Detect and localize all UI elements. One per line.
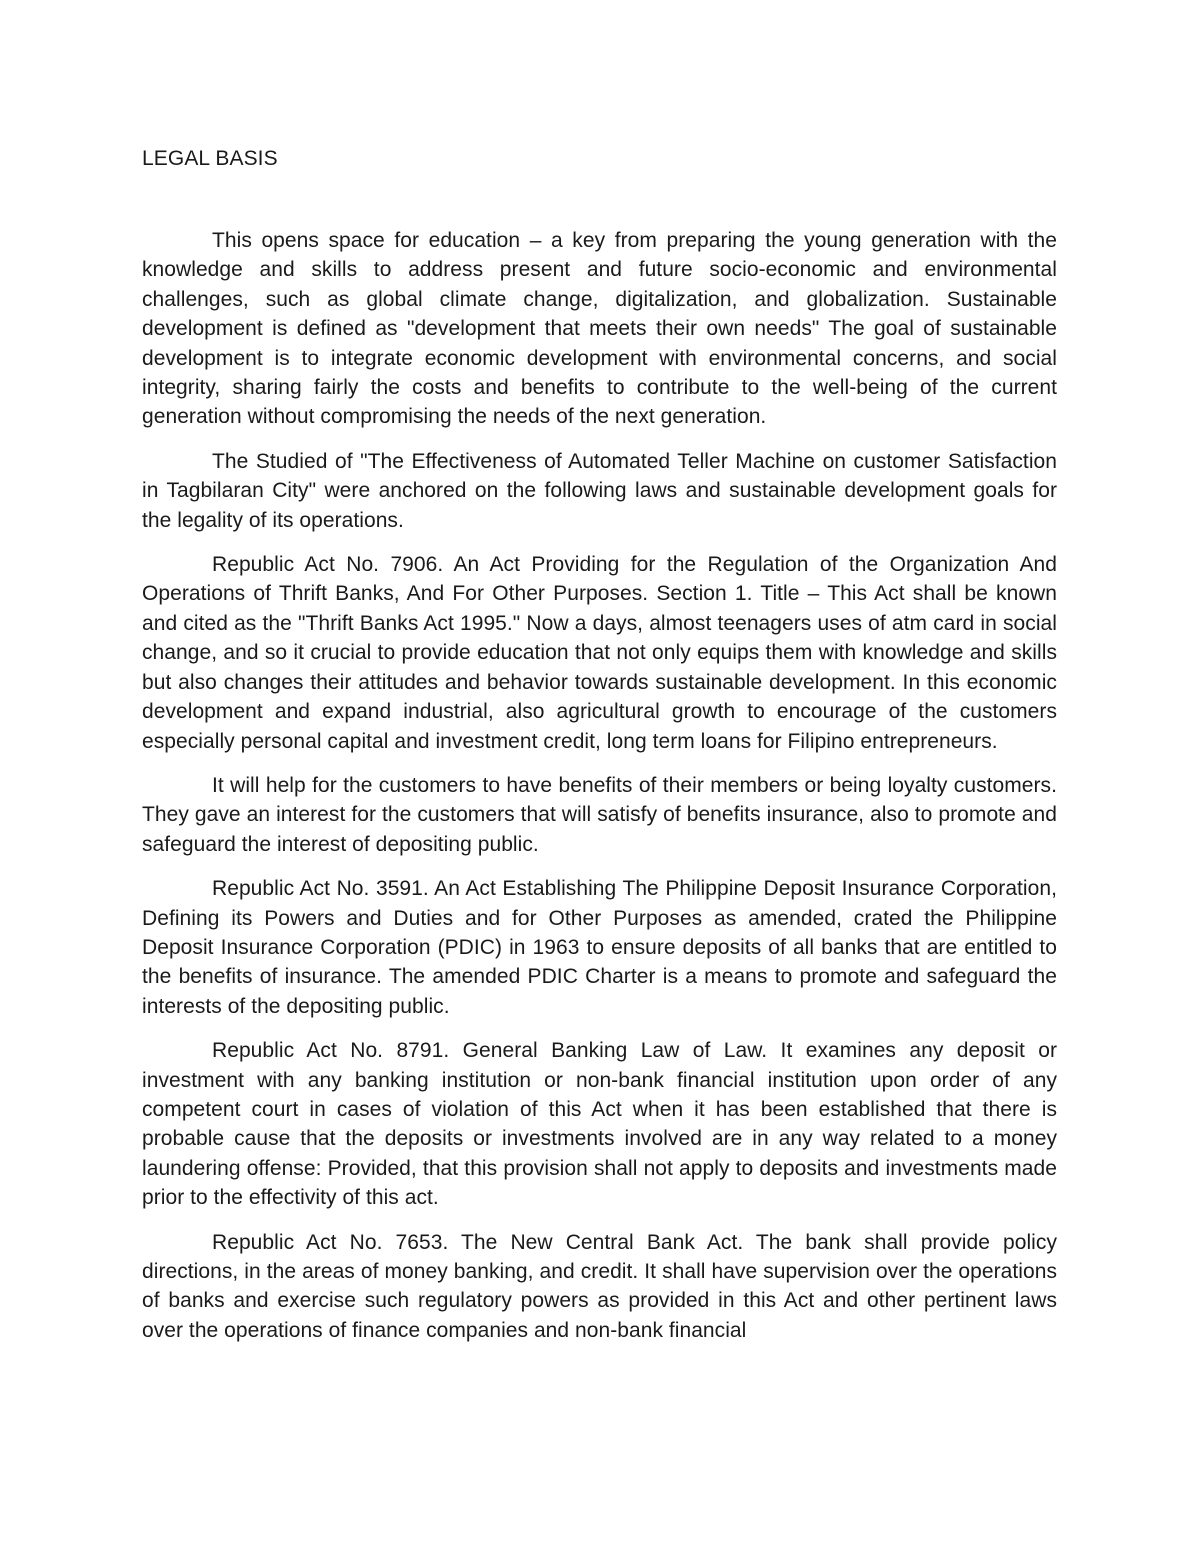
page-title: LEGAL BASIS [142, 147, 278, 170]
paragraph-ra-3591: Republic Act No. 3591. An Act Establishing The Philippine Deposit Insurance Corporation, Defining its Powers and Duties and for Other Purposes as amended, crated the Philippine Deposit Insurance Corporation (PDIC) in 1963 to ensure deposits of all banks that are entitled to the benefits of insurance. The amended PDIC Charter is a means to promote and safeguard the interests of the depositing public. [142, 877, 1057, 1018]
paragraph-ra-7906: Republic Act No. 7906. An Act Providing for the Regulation of the Organization And Operations of Thrift Banks, And For Other Purposes. Section 1. Title – This Act shall be known and cited as the "Thrift Banks Act 1995." Now a days, almost teenagers uses of atm card in social change, and so it crucial to provide education that not only equips them with knowledge and skills but also changes their attitudes and behavior towards sustainable development. In this economic development and expand industrial, also agricultural growth to encourage of the customers especially personal capital and investment credit, long term loans for Filipino entrepreneurs. [142, 553, 1057, 753]
paragraph-customer-benefits: It will help for the customers to have benefits of their members or being loyalty customers. They gave an interest for the customers that will satisfy of benefits insurance, also to promote and safeguard the interest of depositing public. [142, 773, 1057, 856]
paragraph-ra-7653: Republic Act No. 7653. The New Central Bank Act. The bank shall provide policy directions, in the areas of money banking, and credit. It shall have supervision over the operations of banks and exercise such regulatory powers as provided in this Act and other pertinent laws over the operations of finance companies and non-bank financial [142, 1230, 1057, 1342]
paragraph-sustainable-development: This opens space for education – a key from preparing the young generation with the knowledge and skills to address present and future socio-economic and environmental challenges, such as global climate change, digitalization, and globalization. Sustainable development is defined as "development that meets their own needs" The goal of sustainable development is to integrate economic development with environmental concerns, and social integrity, sharing fairly the costs and benefits to contribute to the well-being of the current generation without compromising the needs of the next generation. [142, 229, 1057, 429]
paragraph-study-anchor: The Studied of "The Effectiveness of Automated Teller Machine on customer Satisfaction in Tagbilaran City" were anchored on the following laws and sustainable development goals for the legality of its operations. [142, 449, 1057, 532]
paragraph-ra-8791: Republic Act No. 8791. General Banking Law of Law. It examines any deposit or investment with any banking institution or non-bank financial institution upon order of any competent court in cases of violation of this Act when it has been established that there is probable cause that the deposits or investments involved are in any way related to a money laundering offense: Provided, that this provision shall not apply to deposits and investments made prior to the effectivity of this act. [142, 1039, 1057, 1210]
document-body [142, 144, 1057, 1360]
